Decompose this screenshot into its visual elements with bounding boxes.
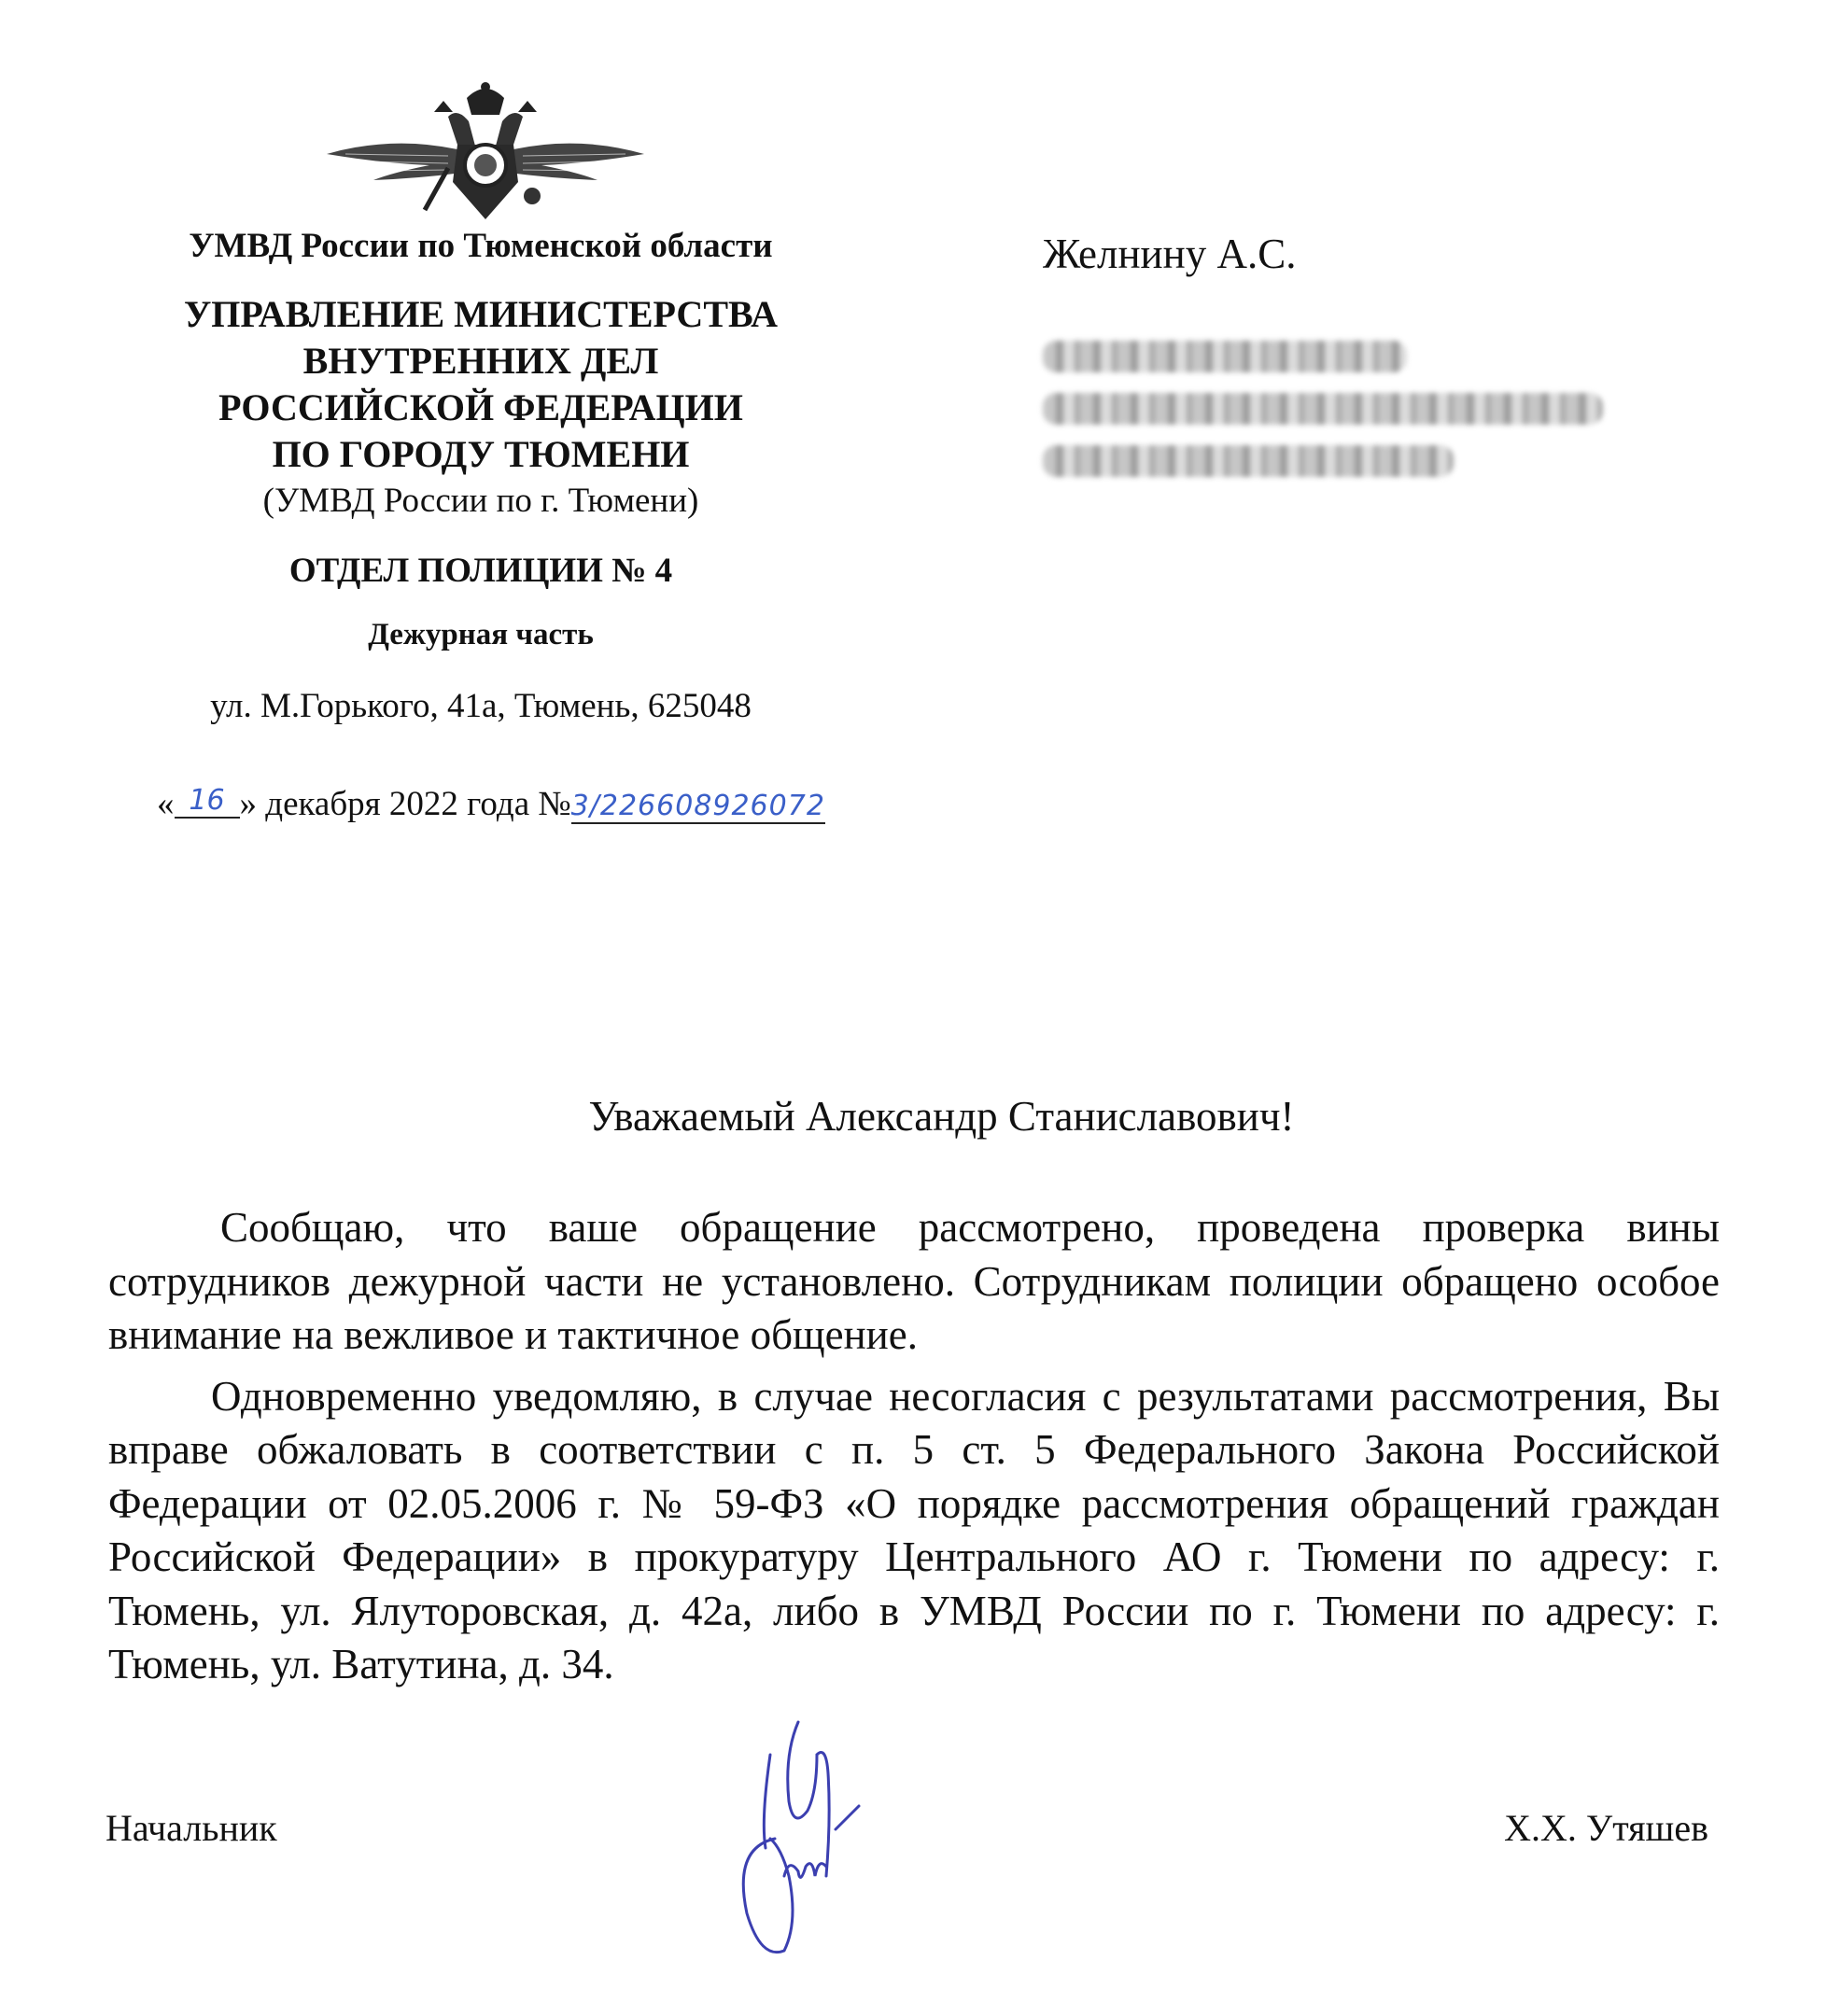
- agency-short: (УМВД России по г. Тюмени): [262, 482, 699, 520]
- document-number-handwritten: 3/226608926072: [570, 790, 825, 822]
- redacted-line: [1043, 393, 1603, 425]
- agency-line: ПО ГОРОДУ ТЮМЕНИ: [272, 433, 690, 475]
- date-line: [157, 784, 825, 824]
- date-open-quote: «: [157, 785, 175, 823]
- unit: Дежурная часть: [368, 618, 594, 651]
- redacted-line: [1043, 341, 1407, 372]
- regional-office: УМВД России по Тюменской области: [189, 227, 773, 265]
- agency-line: УПРАВЛЕНИЕ МИНИСТЕРСТВА: [183, 293, 779, 335]
- recipient-name: Желнину А.С.: [1043, 231, 1297, 277]
- department: ОТДЕЛ ПОЛИЦИИ № 4: [288, 552, 673, 590]
- signatory-name: Х.Х. Утяшев: [1504, 1807, 1708, 1849]
- agency-line: ВНУТРЕННИХ ДЕЛ: [302, 340, 659, 382]
- signatory-title: Начальник: [105, 1807, 277, 1849]
- redacted-address: [1043, 341, 1603, 490]
- body-paragraph: Сообщаю, что ваше обращение рассмотрено, проведена проверка вины сотрудников дежурной части не установлено. Сотрудникам полиции обращено особое внимание на вежливое и тактичное общение.: [108, 1204, 1720, 1358]
- agency-name: [121, 291, 840, 478]
- date-day-handwritten: 16: [175, 784, 240, 819]
- agency-line: РОССИЙСКОЙ ФЕДЕРАЦИИ: [218, 386, 743, 428]
- letter-body: [108, 1201, 1720, 1692]
- redacted-line: [1043, 445, 1454, 477]
- greeting: Уважаемый Александр Станиславович!: [588, 1093, 1295, 1140]
- body-paragraph: Одновременно уведомляю, в случае несогласия с результатами рассмотрения, Вы вправе обжаловать в соответствии с п. 5 ст. 5 Федерального Закона Российской Федерации от 02.05.2006 г. № 59-ФЗ «О порядке рассмотрения обращений граждан Российской Федерации» в прокуратуру Центрального АО г. Тюмени по адресу: г. Тюмень, ул. Ялуторовская, д. 42а, либо в УМВД России по г. Тюмени по адресу: г. Тюмень, ул. Ватутина, д. 34.: [108, 1372, 1720, 1687]
- date-text: » декабря 2022 года №: [239, 785, 571, 823]
- mvd-emblem-icon: [308, 79, 663, 224]
- handwritten-signature-icon: [696, 1717, 920, 1969]
- address: ул. М.Горького, 41а, Тюмень, 625048: [210, 687, 752, 725]
